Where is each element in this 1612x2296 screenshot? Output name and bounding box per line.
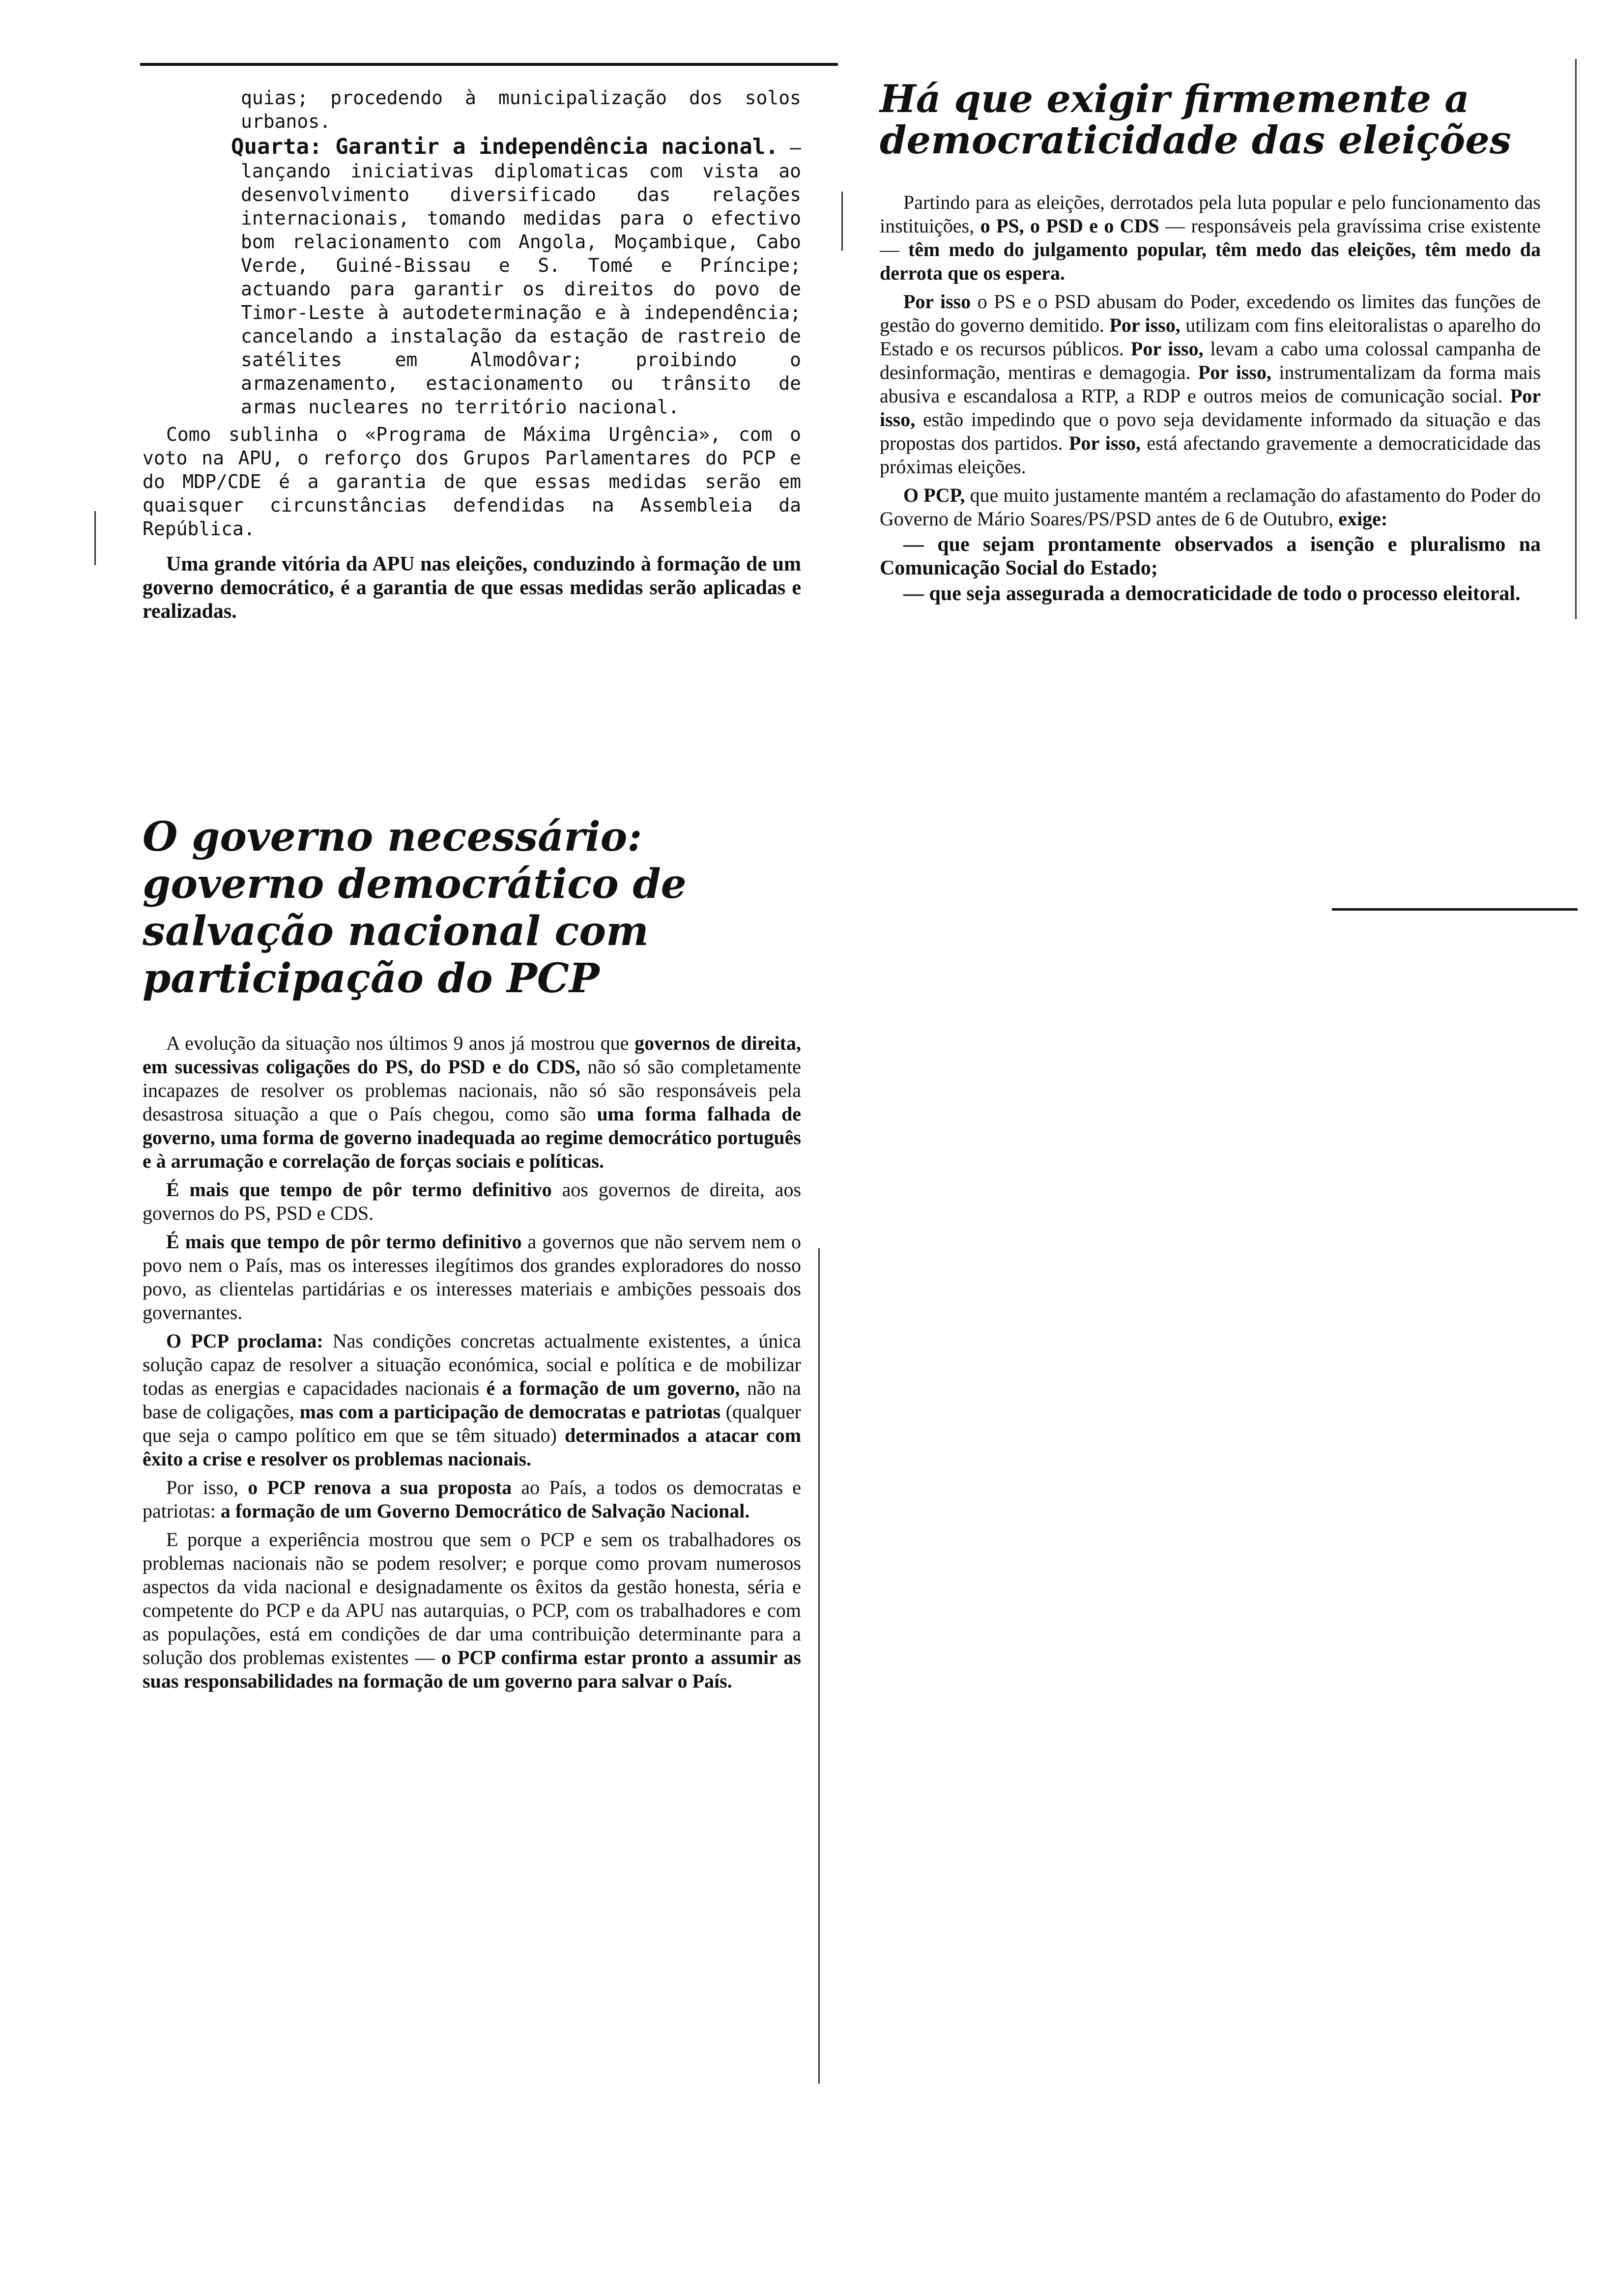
text-run: estão impedindo que o povo seja devidamente informado da situação e das propostas dos partidos. [880,408,1541,454]
left-top-section [143,86,801,623]
text-run: instrumentalizam da forma mais abusiva e escandalosa a RTP, a RDP e outros meios de comunicação social. [880,361,1541,407]
quarta-label: Quarta: Garantir a independência nacional. [231,134,778,159]
right-demand-2: — que seja assegurada a democraticidade de todo o processo eleitoral. [903,582,1521,605]
top-rule-left [140,63,838,66]
bold-run: têm medo do julgamento popular, têm medo das eleições, têm medo da derrota que os espera. [880,238,1541,284]
text-run: A evolução da situação nos últimos 9 anos já mostrou que [166,1032,635,1054]
quarta-text: — lançando iniciativas diplomaticas com vista ao desenvolvimento diversificado das relações internacionais, tomando medidas para o efectivo bom relacionamento com Angola, Moçambique, Cabo Verde, Guiné-Bissau e S. Tomé e Príncipe; actuando para garantir os direitos do povo de Timor-Leste à autodeterminação e à independência; cancelando a instalação da estação de rastreio de satélites em Almodôvar; proibindo o armazenamento, estacionamento ou trânsito de armas nucleares no território nacional. [241,137,801,418]
bold-run: o PCP renova a sua proposta [248,1476,512,1498]
article-paragraph-4 [143,1329,801,1471]
right-edge-line [1575,59,1577,619]
text-run: E porque a experiência mostrou que sem o PCP e sem os trabalhadores os problemas nacionais não se podem resolver; e porque como provam numerosos aspectos da vida nacional e designadamente os êxitos da gestão honesta, séria e competente do PCP e da APU nas autarquias, o PCP, com os trabalhadores e com as populações, está em condições de dar uma contribuição determinante para a solução dos problemas existentes — [143,1528,801,1668]
text-run: aos governos de direita, aos governos do PS, PSD e CDS. [143,1178,802,1224]
text-run: utilizam com fins eleitoralistas o aparelho do Estado e os recursos públicos. [880,314,1541,360]
continuation-paragraph: quias; procedendo à municipalização dos solos urbanos. [241,87,801,132]
text-run: levam a cabo uma colossal campanha de desinformação, mentiras e demagogia. [880,338,1541,383]
bold-run: É mais que tempo de pôr termo definitivo [166,1231,522,1253]
text-run: não na base de coligações, [143,1377,801,1423]
text-run: que muito justamente mantém a reclamação do afastamento do Poder do Governo de Mário Soares/PS/PSD antes de 6 de Outubro, [880,484,1541,530]
left-article [143,813,801,1693]
text-run: o PS e o PSD abusam do Poder, excedendo os limites das funções de gestão do governo demitido. [880,290,1541,336]
text-run: ao País, a todos os democratas e patriotas: [143,1476,801,1522]
quarta-item [143,135,801,419]
bold-run: determinados a atacar com êxito a crise e resolver os problemas nacionais. [143,1424,802,1470]
vitoria-paragraph: Uma grande vitória da APU nas eleições, conduzindo à formação de um governo democrático, é a garantia de que essas medidas serão aplicadas e realizadas. [143,553,801,623]
text-run: a governos que não servem nem o povo nem o País, mas os interesses ilegítimos dos grandes exploradores do nosso povo, as clientelas partidárias e os interesses materiais e ambições pessoais dos governantes. [143,1231,801,1323]
bold-run: O PCP proclama: [166,1330,323,1352]
right-paragraph-3 [880,484,1541,531]
bold-run: Por isso, [1109,314,1180,336]
article-paragraph-1 [143,1032,801,1173]
column-divider-upper [841,192,843,251]
text-run: não só são completamente incapazes de resolver os problemas nacionais, não só são responsáveis pela desastrosa situação a que o País chegou, como são [143,1056,801,1125]
bold-run: Por isso, [880,385,1541,430]
bottom-rule-right [1332,908,1578,911]
article-paragraph-6 [143,1528,801,1693]
bold-run: Por isso, [1068,432,1141,454]
bold-run: uma forma falhada de governo, uma forma de governo inadequada ao regime democrático português e à arrumação e correlação de forças sociais e políticas. [143,1103,801,1172]
left-article-heading: O governo necessário: governo democrático de salvação nacional com participação do PCP [143,813,687,1002]
bold-run: É mais que tempo de pôr termo definitivo [166,1178,552,1201]
bold-run: governos de direita, em sucessivas coligações do PS, do PSD e do CDS, [143,1032,801,1078]
text-run: — responsáveis pela gravíssima crise existente — [880,215,1541,260]
bold-run: Por isso [903,290,971,313]
right-paragraph-2 [880,290,1541,479]
column-divider-lower [818,1248,820,2084]
bold-run: a formação de um Governo Democrático de Salvação Nacional. [220,1500,750,1522]
text-run: Nas condições concretas actualmente existentes, a única solução capaz de resolver a situação económica, social e política e de mobilizar todas as energias e capacidades nacionais [143,1330,801,1399]
bold-run: é a formação de um governo, [486,1377,740,1399]
right-demand-1: — que sejam prontamente observados a isenção e pluralismo na Comunicação Social do Estado; [880,533,1541,579]
article-paragraph-2 [143,1178,801,1225]
bold-run: mas com a participação de democratas e patriotas [299,1401,721,1423]
bold-run: Por isso, [1130,338,1204,360]
text-run: Por isso, [166,1476,248,1498]
left-margin-line [94,511,96,565]
article-paragraph-3 [143,1230,801,1324]
programa-paragraph: Como sublinha o «Programa de Máxima Urgência», com o voto na APU, o reforço dos Grupos Parlamentares do PCP e do MDP/CDE é a garantia de que essas medidas serão em quaisquer circunstâncias defendidas na Assembleia da República. [143,424,801,540]
text-run: Partindo para as eleições, derrotados pela luta popular e pelo funcionamento das instituições, [880,191,1541,237]
right-article [880,79,1541,605]
bold-run: exige: [1338,508,1388,530]
text-run: (qualquer que seja o campo político em que se têm situado) [143,1401,801,1446]
right-paragraph-1 [880,191,1541,285]
bold-run: o PS, o PSD e o CDS [980,215,1159,237]
right-article-heading: Há que exigir firmemente a democraticidade das eleições [880,77,1511,163]
article-paragraph-5 [143,1476,801,1523]
bold-run: Por isso, [1198,361,1271,383]
bold-run: O PCP, [903,484,965,506]
text-run: está afectando gravemente a democraticidade das próximas eleições. [880,432,1541,478]
bold-run: o PCP confirma estar pronto a assumir as suas responsabilidades na formação de um governo para salvar o País. [143,1646,801,1692]
